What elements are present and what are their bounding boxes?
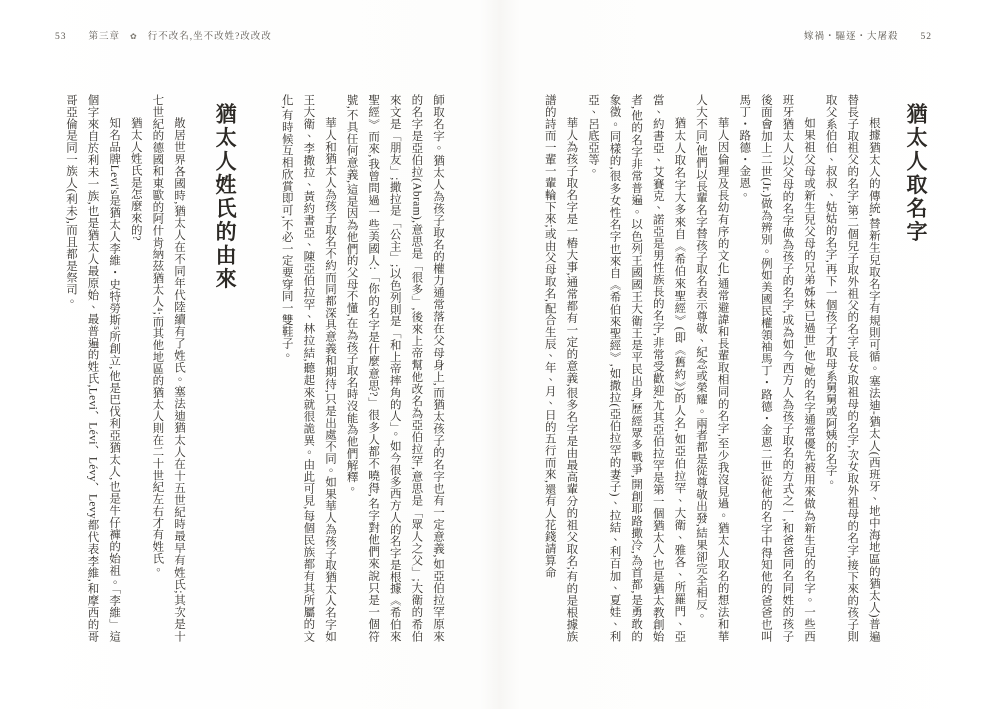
paragraph: 華人和猶太人為孩子取名不約而同都深具意義和期待,只是出處不同。如果華人為孩子取猶太人名字如王大衛、李撒拉、黃約書亞、陳亞伯拉罕、林拉結,聽起來就很詭異。由此可見,每個民族都有其所屬的文化,有時候互相欣賞即可,不必一定要穿同一雙鞋子。	[280, 94, 336, 642]
paragraph: 華人因倫理及長幼有序的文化,通常避諱和長輩取相同的名字,至少我沒見過。猶太人取名的想法和華人大不同,他們以長輩名字替孩子取名表示尊敬、紀念或榮耀。兩者都是從尊敬出發,結果卻完全相反。	[694, 94, 729, 642]
chapter-title: 行不改名,坐不改姓?改改改	[147, 32, 272, 42]
paragraph: 散居世界各國時,猶太人在不同年代陸續有了姓氏。塞法迪猶太人在十五世紀時最早有姓氏;其次是十七世紀的德國和東歐的阿什肯納茲猶太人⁴;而其他地區的猶太人則在二十世紀左右才有姓氏。	[151, 94, 185, 642]
chapter-label: 第三章	[88, 32, 121, 42]
section-heading-naming: 猶太人取名字	[904, 103, 928, 244]
right-page-text	[524, 94, 928, 642]
section-heading-surnames: 猶太人姓氏的由來	[213, 103, 238, 291]
paragraph: 知名品牌Levi's是猶太人李維・史特勞斯⁵所創立,他是巴伐利亞猶太人,也是牛仔褲的始祖。「李維」這個字來自於利未一族,也是猶太人最原始、最普遍的姓氏,Levi、Lévi、Lévy、Levy都代表李維,和摩西的哥哥亞倫是同一族人(利未),而且都是祭司。	[64, 94, 121, 642]
paragraph: 華人為孩子取名字是一樁大事,通常都有一定的意義,很多名字是由最高輩分的祖父取名;有的是根據族譜的詩而一輩一輩輪下來;或由父母取名,配合生辰、年、月、日的五行而來,還有人花錢請算命	[543, 94, 578, 642]
book-running-title: 嫁禍・驅逐・大屠殺	[803, 32, 899, 42]
paragraph: 根據猶太人的傳統,替新生兒取名字有規則可循。塞法迪-猶太人(西班牙、地中海地區的猶太人)普遍替長子取祖父的名字,第二個兒子取外祖父的名字;長女取祖母的名字,次女取外祖母的名字,接下來的孩子則取父系伯伯、叔叔、姑姑的名字,再下一個孩子才取母系舅舅或阿姨的名字。	[824, 94, 880, 642]
paragraph-continuation: 師取名字。猶太人為孩子取名的權力通常落在父母身上,而猶太孩子的名字也有一定意義,如亞伯拉罕原來的名字是亞伯拉(Abram),意思是「很多」,後來上帝幫他改名為亞伯拉罕,意思是「眾人之父」;大衛的希伯來文是「朋友」;撒拉是「公主」;以色列則是「和上帝摔角的人」。如今很多西方人的名字是根據《希伯來聖經》而來,我曾問過一些美國人:「你的名字是什麼意思?」很多人都不曉得,名字對他們來說只是一個符號,不具任何意義,這是因為他們的父母不懂,在為孩子取名時沒能為他們解釋。	[345, 94, 444, 642]
paragraph: 猶太人姓氏是怎麼來的?	[129, 117, 142, 241]
right-page-number: 52	[920, 32, 932, 42]
left-page-text	[54, 94, 448, 642]
left-page-number: 53	[55, 32, 67, 42]
paragraph: 猶太人取名字大多來自《希伯來聖經》(即《舊約》)的人名,如亞伯拉罕、大衛、雅各、所羅門、亞當、約書亞、艾賽克、諾亞是男性族長的名字,非常受歡迎,尤其亞伯拉罕是第一個猶太人,也是猶太教創始者,他的名字非常普遍。以色列王國國王大衛王是平民出身,歷經眾多戰爭,開創耶路撒冷,為首都,是勇敢的象徵。同樣的,很多女性名字也來自《希伯來聖經》,如撒拉(亞伯拉罕的妻子)、拉結、利百加、夏娃、利亞、呂底亞等。	[586, 94, 686, 642]
flower-ornament-icon: ✿	[130, 32, 138, 41]
right-running-head	[804, 28, 932, 42]
left-running-head	[55, 28, 272, 42]
paragraph: 如果祖父母或新生兒父母的兄弟姊妹已過世,他/她的名字通常優先被用來做為新生兒的名字。一些西班牙猶太人以父母的名字做為孩子的名字,成為如今西方人為孩子取名的方式之一,和爸爸同名同姓的孩子後面會加上二世(Jr.)做為辨別。例如美國民權領袖馬丁・路德・金恩二世,從他的名字中得知他的爸爸也叫馬丁・路德・金恩。	[738, 94, 816, 642]
